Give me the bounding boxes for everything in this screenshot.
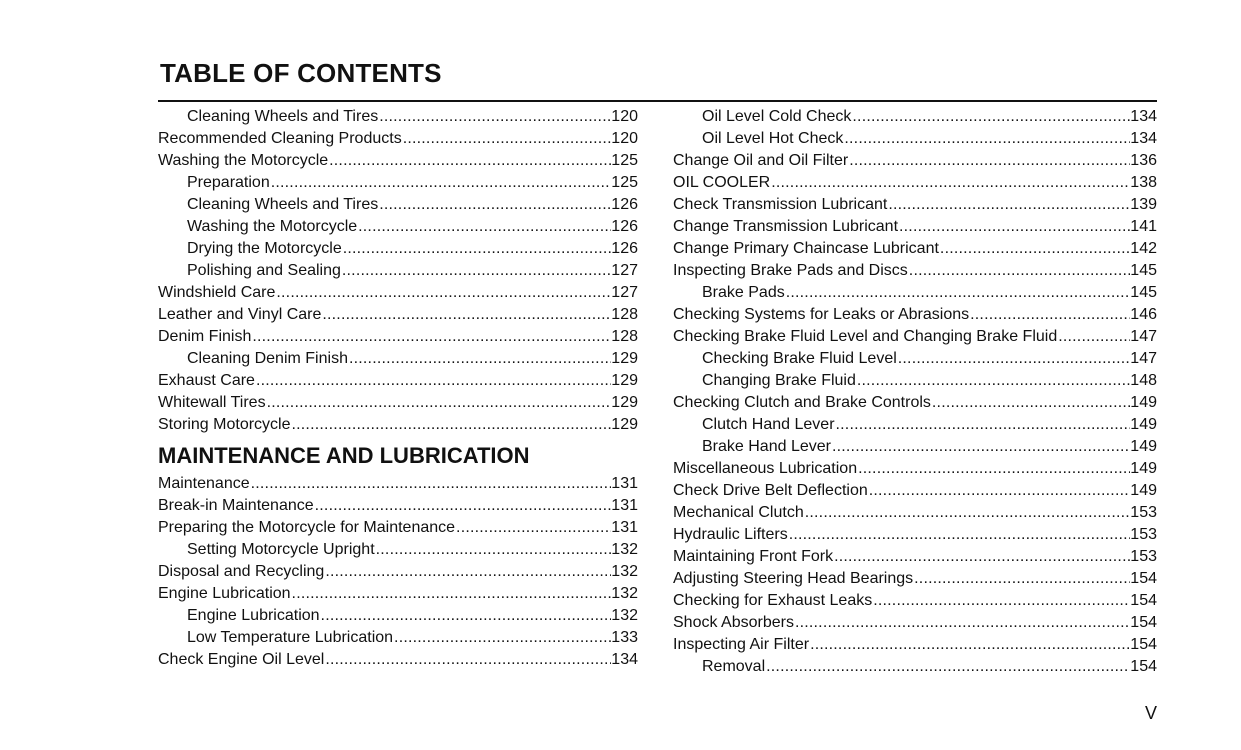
toc-entry-title: Checking for Exhaust Leaks (673, 592, 873, 609)
dot-leader (931, 392, 1130, 414)
dot-leader (314, 495, 612, 517)
dot-leader (255, 370, 611, 392)
dot-leader (872, 590, 1130, 612)
toc-entry-title: Checking Clutch and Brake Controls (673, 394, 931, 411)
toc-entry[interactable] (158, 194, 638, 216)
toc-entry[interactable] (673, 436, 1157, 458)
toc-entry-page: 132 (611, 607, 638, 624)
title-divider (158, 100, 1157, 102)
toc-entry-page: 154 (1130, 614, 1157, 631)
toc-entry[interactable] (158, 172, 638, 194)
toc-entry-page: 128 (611, 306, 638, 323)
toc-entry-title: Miscellaneous Lubrication (673, 460, 858, 477)
toc-entry-page: 154 (1130, 570, 1157, 587)
toc-entry[interactable] (158, 473, 638, 495)
dot-leader (843, 128, 1130, 150)
dot-leader (898, 216, 1130, 238)
toc-entry-page: 125 (611, 152, 638, 169)
toc-entry-page: 127 (611, 284, 638, 301)
toc-entry-title: Engine Lubrication (158, 585, 291, 602)
toc-entry[interactable] (673, 568, 1157, 590)
toc-entry-title: Removal (702, 658, 766, 675)
toc-entry[interactable] (158, 326, 638, 348)
toc-entry[interactable] (673, 370, 1157, 392)
toc-entry[interactable] (158, 583, 638, 605)
toc-entry[interactable] (673, 524, 1157, 546)
dot-leader (324, 561, 611, 583)
toc-entry-title: Denim Finish (158, 328, 252, 345)
dot-leader (809, 634, 1130, 656)
toc-entry-title: Maintaining Front Fork (673, 548, 834, 565)
toc-right-column (673, 106, 1157, 678)
toc-entry[interactable] (673, 480, 1157, 502)
toc-entry-page: 138 (1130, 174, 1157, 191)
toc-entry-title: Inspecting Air Filter (673, 636, 810, 653)
toc-entry-page: 132 (611, 541, 638, 558)
toc-entry-page: 126 (611, 196, 638, 213)
toc-entry[interactable] (158, 392, 638, 414)
toc-entry[interactable] (673, 326, 1157, 348)
toc-entry[interactable] (673, 282, 1157, 304)
toc-entry-page: 149 (1130, 416, 1157, 433)
toc-entry-title: Disposal and Recycling (158, 563, 325, 580)
toc-entry-page: 142 (1130, 240, 1157, 257)
toc-entry-page: 154 (1130, 592, 1157, 609)
toc-entry[interactable] (673, 260, 1157, 282)
dot-leader (342, 238, 612, 260)
toc-entry-page: 153 (1130, 548, 1157, 565)
dot-leader (969, 304, 1130, 326)
toc-entry[interactable] (673, 612, 1157, 634)
toc-entry[interactable] (158, 260, 638, 282)
dot-leader (328, 150, 611, 172)
dot-leader (887, 194, 1130, 216)
toc-entry-title: Change Transmission Lubricant (673, 218, 899, 235)
toc-entry-page: 145 (1130, 262, 1157, 279)
dot-leader (856, 370, 1130, 392)
toc-entry-title: Setting Motorcycle Upright (187, 541, 375, 558)
toc-entry-title: Mechanical Clutch (673, 504, 804, 521)
toc-entry[interactable] (673, 216, 1157, 238)
toc-entry-title: Check Engine Oil Level (158, 651, 325, 668)
dot-leader (378, 194, 611, 216)
toc-entry-title: Oil Level Cold Check (702, 108, 852, 125)
dot-leader (1057, 326, 1130, 348)
toc-entry[interactable] (158, 150, 638, 172)
toc-entry[interactable] (673, 590, 1157, 612)
toc-entry[interactable] (673, 194, 1157, 216)
toc-entry-page: 131 (611, 475, 638, 492)
toc-entry-title: Change Primary Chaincase Lubricant (673, 240, 939, 257)
page-title: TABLE OF CONTENTS (160, 58, 442, 88)
toc-entry-title: Whitewall Tires (158, 394, 266, 411)
toc-entry-page: 145 (1130, 284, 1157, 301)
toc-list-cleaning (158, 106, 638, 436)
toc-entry[interactable] (158, 414, 638, 436)
toc-entry[interactable] (158, 282, 638, 304)
toc-entry[interactable] (158, 495, 638, 517)
toc-entry-title: Break-in Maintenance (158, 497, 314, 514)
toc-entry[interactable] (673, 348, 1157, 370)
toc-entry-title: Engine Lubrication (187, 607, 320, 624)
toc-entry-title: Brake Pads (702, 284, 785, 301)
toc-entry-title: Leather and Vinyl Care (158, 306, 322, 323)
toc-entry[interactable] (673, 458, 1157, 480)
toc-entry-page: 132 (611, 563, 638, 580)
toc-entry-title: Check Drive Belt Deflection (673, 482, 868, 499)
toc-entry-title: Polishing and Sealing (187, 262, 341, 279)
dot-leader (402, 128, 612, 150)
dot-leader (321, 304, 611, 326)
toc-entry[interactable] (158, 348, 638, 370)
toc-entry-page: 154 (1130, 658, 1157, 675)
toc-entry-page: 126 (611, 240, 638, 257)
dot-leader (851, 106, 1130, 128)
dot-leader (897, 348, 1131, 370)
toc-entry-title: Check Transmission Lubricant (673, 196, 888, 213)
toc-entry[interactable] (158, 539, 638, 561)
dot-leader (348, 348, 611, 370)
toc-entry-page: 129 (611, 372, 638, 389)
toc-entry-page: 120 (611, 130, 638, 147)
toc-entry-title: Washing the Motorcycle (187, 218, 358, 235)
dot-leader (788, 524, 1131, 546)
toc-entry-title: Checking Systems for Leaks or Abrasions (673, 306, 970, 323)
toc-entry-title: Hydraulic Lifters (673, 526, 788, 543)
toc-entry-title: Checking Brake Fluid Level and Changing Brake Fluid (673, 328, 1058, 345)
toc-entry-page: 149 (1130, 438, 1157, 455)
toc-entry-page: 141 (1130, 218, 1157, 235)
toc-entry[interactable] (673, 106, 1157, 128)
toc-entry-title: Washing the Motorcycle (158, 152, 329, 169)
toc-list-continued (673, 106, 1157, 678)
toc-entry-title: Low Temperature Lubrication (187, 629, 394, 646)
dot-leader (357, 216, 611, 238)
toc-entry-page: 147 (1130, 328, 1157, 345)
toc-entry-title: Adjusting Steering Head Bearings (673, 570, 914, 587)
toc-entry[interactable] (673, 172, 1157, 194)
toc-entry-title: Oil Level Hot Check (702, 130, 844, 147)
toc-entry[interactable] (158, 649, 638, 671)
toc-entry-page: 120 (611, 108, 638, 125)
toc-entry[interactable] (673, 656, 1157, 678)
toc-entry-title: Recommended Cleaning Products (158, 130, 402, 147)
dot-leader (833, 546, 1130, 568)
toc-entry-page: 127 (611, 262, 638, 279)
toc-entry[interactable] (673, 128, 1157, 150)
toc-entry[interactable] (158, 605, 638, 627)
dot-leader (251, 326, 611, 348)
dot-leader (770, 172, 1130, 194)
toc-entry-title: Inspecting Brake Pads and Discs (673, 262, 908, 279)
toc-entry[interactable] (158, 517, 638, 539)
toc-entry[interactable] (158, 128, 638, 150)
toc-entry[interactable] (158, 627, 638, 649)
toc-entry-title: Changing Brake Fluid (702, 372, 856, 389)
dot-leader (291, 583, 612, 605)
dot-leader (908, 260, 1131, 282)
toc-entry-page: 149 (1130, 460, 1157, 477)
toc-entry-title: Checking Brake Fluid Level (702, 350, 897, 367)
dot-leader (375, 539, 612, 561)
toc-entry-page: 131 (611, 497, 638, 514)
dot-leader (341, 260, 611, 282)
toc-entry[interactable] (158, 106, 638, 128)
dot-leader (831, 436, 1130, 458)
dot-leader (270, 172, 612, 194)
dot-leader (913, 568, 1130, 590)
dot-leader (785, 282, 1131, 304)
toc-entry-title: Shock Absorbers (673, 614, 794, 631)
toc-entry-page: 139 (1130, 196, 1157, 213)
toc-entry-title: Maintenance (158, 475, 250, 492)
toc-entry[interactable] (673, 634, 1157, 656)
dot-leader (857, 458, 1130, 480)
dot-leader (291, 414, 612, 436)
toc-entry-page: 136 (1130, 152, 1157, 169)
toc-entry-title: Preparing the Motorcycle for Maintenance (158, 519, 456, 536)
dot-leader (765, 656, 1130, 678)
toc-entry-page: 132 (611, 585, 638, 602)
toc-entry-page: 129 (611, 350, 638, 367)
dot-leader (393, 627, 611, 649)
toc-entry-page: 134 (611, 651, 638, 668)
toc-entry-page: 153 (1130, 504, 1157, 521)
dot-leader (250, 473, 612, 495)
toc-entry-page: 134 (1130, 108, 1157, 125)
toc-entry[interactable] (158, 238, 638, 260)
toc-entry[interactable] (673, 150, 1157, 172)
toc-entry-title: Exhaust Care (158, 372, 255, 389)
dot-leader (848, 150, 1130, 172)
toc-list-maintenance (158, 473, 638, 671)
toc-entry-page: 129 (611, 416, 638, 433)
toc-entry[interactable] (158, 216, 638, 238)
toc-entry[interactable] (158, 370, 638, 392)
toc-entry-title: Clutch Hand Lever (702, 416, 835, 433)
toc-entry-page: 154 (1130, 636, 1157, 653)
toc-entry[interactable] (673, 414, 1157, 436)
toc-entry-page: 149 (1130, 394, 1157, 411)
toc-entry[interactable] (673, 304, 1157, 326)
dot-leader (868, 480, 1131, 502)
toc-entry-page: 133 (611, 629, 638, 646)
toc-entry-title: Preparation (187, 174, 270, 191)
dot-leader (835, 414, 1131, 436)
toc-entry-title: Cleaning Wheels and Tires (187, 196, 379, 213)
toc-entry-title: Windshield Care (158, 284, 276, 301)
toc-entry-title: Cleaning Wheels and Tires (187, 108, 379, 125)
dot-leader (378, 106, 611, 128)
dot-leader (455, 517, 611, 539)
toc-entry-title: Cleaning Denim Finish (187, 350, 348, 367)
toc-entry-page: 147 (1130, 350, 1157, 367)
toc-entry-title: Drying the Motorcycle (187, 240, 342, 257)
toc-entry-title: OIL COOLER (673, 174, 771, 191)
toc-entry[interactable] (673, 392, 1157, 414)
section-heading-maintenance: MAINTENANCE AND LUBRICATION (158, 443, 530, 468)
toc-entry-title: Brake Hand Lever (702, 438, 831, 455)
toc-entry-page: 129 (611, 394, 638, 411)
toc-left-column (158, 106, 638, 671)
toc-entry[interactable] (673, 546, 1157, 568)
dot-leader (320, 605, 612, 627)
dot-leader (324, 649, 611, 671)
toc-entry-page: 146 (1130, 306, 1157, 323)
dot-leader (804, 502, 1131, 524)
toc-entry[interactable] (673, 238, 1157, 260)
dot-leader (794, 612, 1130, 634)
toc-entry-page: 126 (611, 218, 638, 235)
toc-entry[interactable] (673, 502, 1157, 524)
toc-entry-title: Storing Motorcycle (158, 416, 291, 433)
toc-entry-page: 128 (611, 328, 638, 345)
toc-entry-page: 149 (1130, 482, 1157, 499)
toc-entry[interactable] (158, 561, 638, 583)
toc-entry-page: 131 (611, 519, 638, 536)
toc-entry-page: 134 (1130, 130, 1157, 147)
dot-leader (266, 392, 612, 414)
dot-leader (275, 282, 611, 304)
toc-entry[interactable] (158, 304, 638, 326)
page-number: V (1145, 703, 1158, 723)
toc-entry-title: Change Oil and Oil Filter (673, 152, 849, 169)
dot-leader (939, 238, 1130, 260)
toc-entry-page: 148 (1130, 372, 1157, 389)
toc-entry-page: 153 (1130, 526, 1157, 543)
toc-entry-page: 125 (611, 174, 638, 191)
